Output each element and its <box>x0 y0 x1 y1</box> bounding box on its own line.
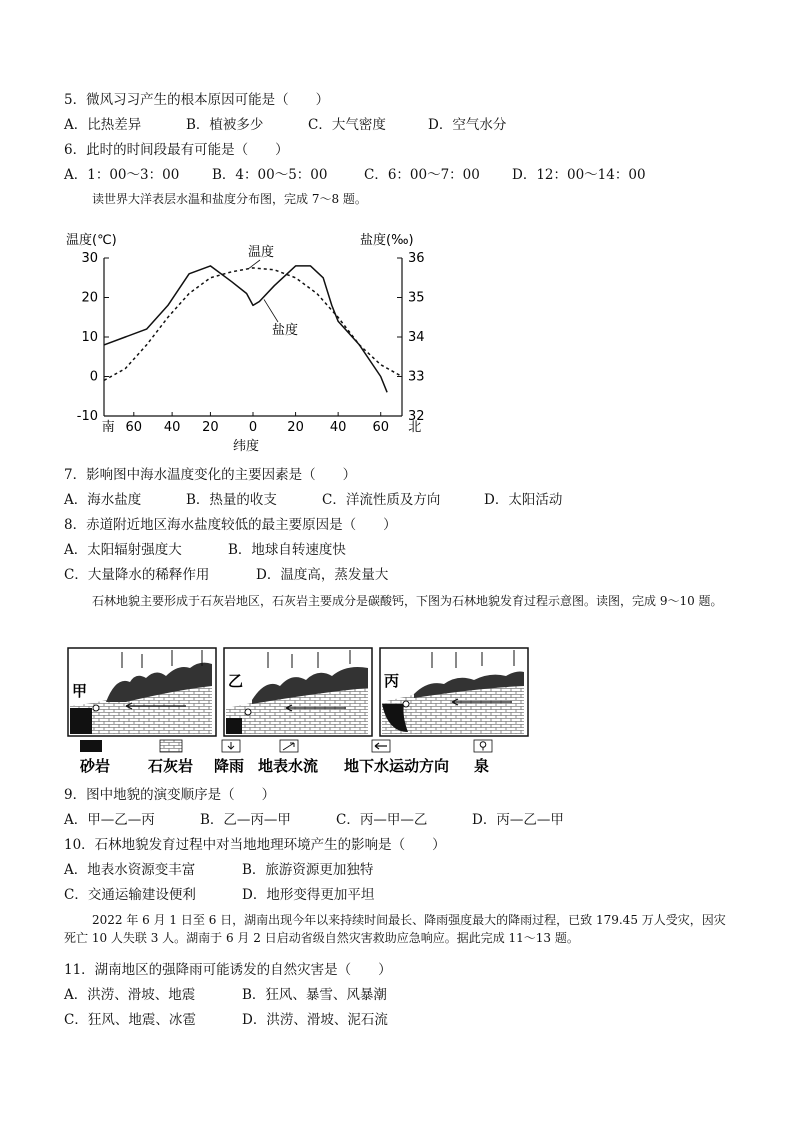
x-axis-label: 纬度 <box>232 439 260 454</box>
q11-stem: 11．湖南地区的强降雨可能诱发的自然灾害是（ ） <box>64 962 392 978</box>
legend-label-surface-flow: 地表水流 <box>258 757 319 775</box>
series-label-temperature: 温度 <box>248 245 275 260</box>
x-tick-label: 20 <box>287 420 304 435</box>
x-tick-label: 0 <box>248 420 258 435</box>
q11-option-c: C．狂风、地震、冰雹 <box>64 1012 196 1028</box>
q10-stem: 10．石林地貌发育过程中对当地地理环境产生的影响是（ ） <box>64 837 446 853</box>
right-tick-label: 36 <box>408 251 425 266</box>
q10-option-a: A．地表水资源变丰富 <box>64 862 196 878</box>
x-tick-label: 南 <box>101 420 115 435</box>
q7-option-b: B．热量的收支 <box>186 492 277 508</box>
legend-label-rain: 降雨 <box>214 757 245 775</box>
salinity-leader-line <box>264 299 278 322</box>
panel-yi <box>224 648 372 736</box>
left-tick-label: 30 <box>81 251 98 266</box>
q6-option-c: C．6：00～7：00 <box>364 167 480 183</box>
q5-stem: 5．微风习习产生的根本原因可能是（ ） <box>64 92 330 108</box>
left-tick-label: 0 <box>89 369 98 385</box>
q10-option-d: D．地形变得更加平坦 <box>242 887 375 903</box>
q5-option-a: A．比热差异 <box>64 117 142 133</box>
q6-option-a: A．1：00～3：00 <box>64 167 180 183</box>
x-tick-label: 60 <box>125 420 143 435</box>
panel-label-jia: 甲 <box>72 682 88 700</box>
q9-stem: 9．图中地貌的演变顺序是（ ） <box>64 787 276 803</box>
q9-option-d: D．丙—乙—甲 <box>472 812 564 828</box>
x-tick-label: 60 <box>372 420 389 435</box>
right-tick-label: 34 <box>408 330 425 345</box>
q7-option-c: C．洋流性质及方向 <box>322 492 441 508</box>
q9-option-b: B．乙—丙—甲 <box>200 812 291 828</box>
q6-option-d: D．12：00～14：00 <box>512 167 646 183</box>
left-axis-label: 温度(℃) <box>66 233 117 248</box>
q8-option-a: A．太阳辐射强度大 <box>64 542 182 558</box>
legend-spring-symbol <box>474 740 492 752</box>
intro-11-13: 2022 年 6 月 1 日至 6 日，湖南出现今年以来持续时间最长、降雨强度最大的降雨过程，已致 179.45 万人受灾，因灾死亡 10 人失联 3 人。湖南于 6 月 2 日启动省级自然灾害救助应急响应。据此完成 11～13 题。 <box>64 913 726 945</box>
q8-option-b: B．地球自转速度快 <box>228 542 346 558</box>
q5-option-c: C．大气密度 <box>308 117 386 133</box>
legend-surface-flow-symbol <box>280 740 298 752</box>
right-tick-label: 33 <box>408 369 425 385</box>
right-axis-label: 盐度(‰) <box>360 233 414 248</box>
q8-option-c: C．大量降水的稀释作用 <box>64 567 210 583</box>
legend-groundwater-direction-symbol <box>372 740 390 752</box>
intro-9-10: 石林地貌主要形成于石灰岩地区，石灰岩主要成分是碳酸钙，下图为石林地貌发育过程示意图。读图，完成 9～10 题。 <box>92 594 723 608</box>
legend-label-groundwater-direction: 地下水运动方向 <box>344 757 450 775</box>
legend-limestone-symbol <box>160 740 182 752</box>
q6-stem: 6．此时的时间段最有可能是（ ） <box>64 142 289 158</box>
q11-option-a: A．洪涝、滑坡、地震 <box>64 987 196 1003</box>
x-tick-label: 20 <box>202 420 219 435</box>
q8-stem: 8．赤道附近地区海水盐度较低的最主要原因是（ ） <box>64 517 397 533</box>
q7-option-a: A．海水盐度 <box>64 492 142 508</box>
legend-label-limestone: 石灰岩 <box>148 757 194 775</box>
left-tick-label: -10 <box>76 409 98 424</box>
q6-option-b: B．4：00～5：00 <box>212 167 328 183</box>
x-tick-label: 40 <box>163 420 181 435</box>
q10-option-c: C．交通运输建设便利 <box>64 887 196 903</box>
legend-sandstone-symbol <box>80 740 102 752</box>
x-tick-label: 北 <box>408 420 422 435</box>
karst-development-diagram <box>66 646 536 776</box>
right-tick-label: 32 <box>408 409 425 424</box>
panel-label-bing: 丙 <box>384 672 400 690</box>
salinity-line <box>104 266 387 392</box>
q11-option-d: D．洪涝、滑坡、泥石流 <box>242 1012 388 1028</box>
q8-option-d: D．温度高，蒸发量大 <box>256 567 389 583</box>
panel-label-yi: 乙 <box>228 672 244 690</box>
legend-rain-symbol <box>222 740 240 752</box>
q5-option-d: D．空气水分 <box>428 117 507 133</box>
legend-label-spring: 泉 <box>474 757 490 775</box>
q9-option-a: A．甲—乙—丙 <box>64 812 155 828</box>
right-tick-label: 35 <box>408 290 425 306</box>
chart-svg <box>60 222 425 454</box>
series-label-salinity: 盐度 <box>272 323 299 338</box>
left-tick-label: 10 <box>81 330 98 345</box>
diagram-svg <box>66 646 536 776</box>
left-tick-label: 20 <box>81 290 98 306</box>
legend-label-sandstone: 砂岩 <box>80 757 111 775</box>
panel-jia <box>68 648 216 736</box>
q10-option-b: B．旅游资源更加独特 <box>242 862 374 878</box>
q11-option-b: B．狂风、暴雪、风暴潮 <box>242 987 387 1003</box>
q7-stem: 7．影响图中海水温度变化的主要因素是（ ） <box>64 467 357 483</box>
q9-option-c: C．丙—甲—乙 <box>336 812 428 828</box>
panel-bing <box>380 648 528 736</box>
intro-7-8: 读世界大洋表层水温和盐度分布图，完成 7～8 题。 <box>92 192 367 206</box>
temperature-line <box>104 268 402 381</box>
x-tick-label: 40 <box>329 420 347 435</box>
q7-option-d: D．太阳活动 <box>484 492 563 508</box>
q5-option-b: B．植被多少 <box>186 117 264 133</box>
temperature-salinity-chart <box>60 222 425 454</box>
